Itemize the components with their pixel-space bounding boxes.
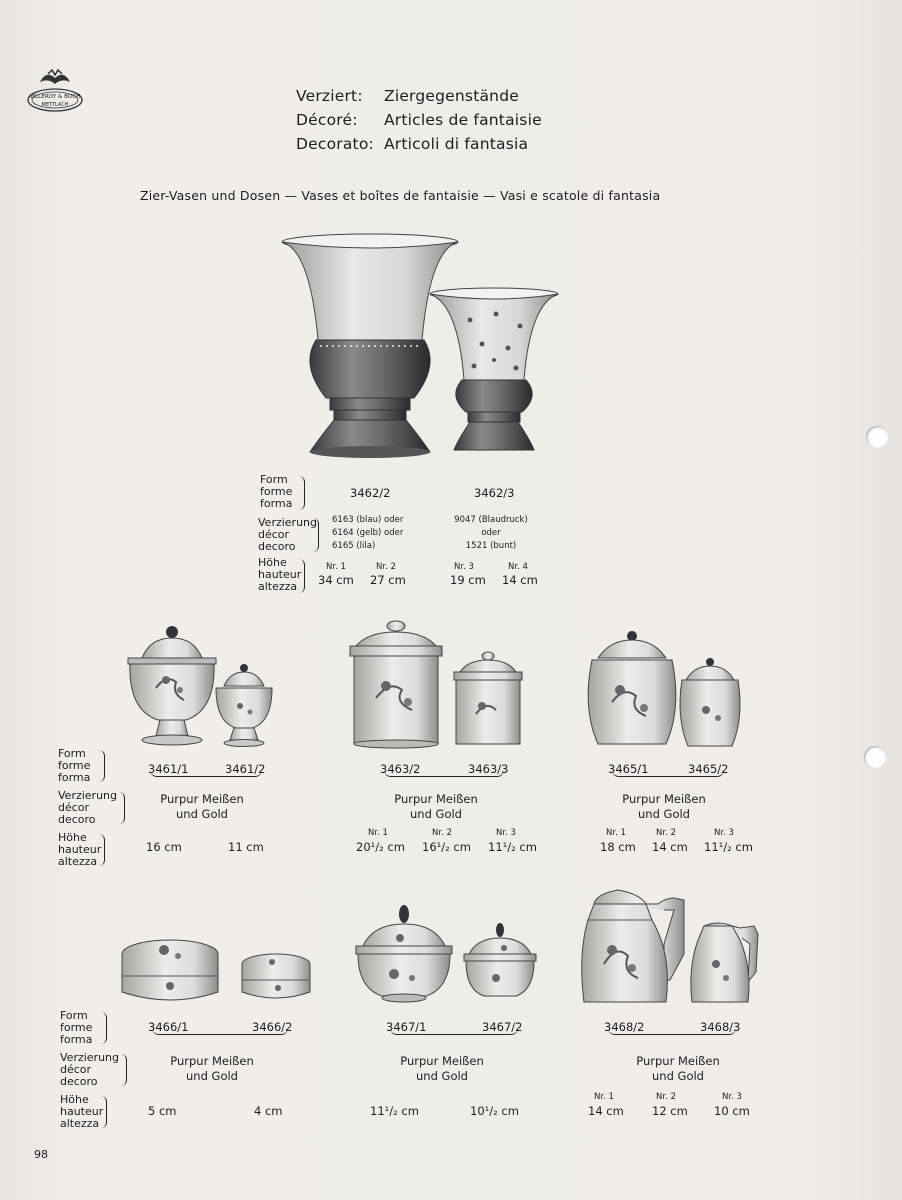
height-nr: Nr. 2 [432, 828, 452, 838]
group-underline [608, 1028, 736, 1035]
group-underline [390, 1028, 518, 1035]
page-number: 98 [34, 1148, 48, 1161]
form-number: 3463/2 [380, 762, 421, 776]
height-label: Höhe hauteur altezza [60, 1093, 104, 1130]
header-key: Décoré: [296, 111, 358, 129]
height-value: 11 cm [228, 840, 264, 854]
group-underline [384, 770, 504, 777]
form-number: 3467/2 [482, 1020, 523, 1034]
label-brace [118, 792, 125, 824]
height-nr: Nr. 2 [656, 828, 676, 838]
vase-illustrations [270, 230, 570, 470]
form-number: 3465/2 [688, 762, 729, 776]
height-value: 27 cm [370, 573, 406, 587]
height-nr: Nr. 1 [594, 1092, 614, 1102]
page-header [296, 84, 542, 156]
header-key: Decorato: [296, 135, 374, 153]
group-underline [612, 770, 724, 777]
decor-options-left: 6163 (blau) oder 6164 (gelb) oder 6165 (lila) [332, 515, 404, 551]
height-nr: Nr. 3 [722, 1092, 742, 1102]
form-number: 3462/2 [350, 486, 391, 500]
height-value: 16 cm [146, 840, 182, 854]
height-value: 18 cm [600, 840, 636, 854]
height-value: 11¹/₂ cm [488, 840, 537, 854]
label-brace [98, 750, 105, 782]
height-value: 5 cm [148, 1104, 177, 1118]
form-label: Form forme forma [260, 473, 293, 510]
height-value: 12 cm [652, 1104, 688, 1118]
decor-text: Purpur Meißen und Gold [400, 1054, 484, 1083]
decor-text: Purpur Meißen und Gold [170, 1054, 254, 1083]
punch-hole [866, 426, 888, 448]
height-nr: Nr. 1 [606, 828, 626, 838]
group-underline [152, 1028, 288, 1035]
height-nr: Nr. 3 [454, 562, 474, 572]
header-value: Articles de fantaisie [384, 111, 542, 129]
form-number: 3465/1 [608, 762, 649, 776]
form-number: 3466/1 [148, 1020, 189, 1034]
form-number: 3467/1 [386, 1020, 427, 1034]
height-nr: Nr. 2 [376, 562, 396, 572]
decor-text: Purpur Meißen und Gold [394, 792, 478, 821]
form-number: 3461/1 [148, 762, 189, 776]
height-value: 14 cm [588, 1104, 624, 1118]
brand-logo [26, 68, 84, 120]
row3-illustrations [118, 884, 768, 1008]
form-number: 3462/3 [474, 486, 515, 500]
label-brace [298, 559, 305, 593]
decor-text: Purpur Meißen und Gold [622, 792, 706, 821]
header-row-it [296, 132, 542, 156]
height-nr: Nr. 2 [656, 1092, 676, 1102]
punch-hole [864, 746, 886, 768]
height-nr: Nr. 3 [496, 828, 516, 838]
height-value: 20¹/₂ cm [356, 840, 405, 854]
header-row-fr [296, 108, 542, 132]
decor-options-right: 9047 (Blaudruck) oder 1521 (bunt) [454, 515, 528, 551]
height-value: 16¹/₂ cm [422, 840, 471, 854]
label-brace [312, 518, 319, 552]
label-brace [100, 1012, 107, 1044]
height-nr: Nr. 1 [368, 828, 388, 838]
form-label: Form forme forma [60, 1009, 93, 1046]
label-brace [120, 1054, 127, 1086]
group-underline [150, 770, 262, 777]
label-brace [98, 834, 105, 866]
header-value: Articoli di fantasia [384, 135, 529, 153]
height-nr: Nr. 1 [326, 562, 346, 572]
height-value: 14 cm [652, 840, 688, 854]
height-value: 11¹/₂ cm [704, 840, 753, 854]
height-nr: Nr. 3 [714, 828, 734, 838]
decor-text: Purpur Meißen und Gold [636, 1054, 720, 1083]
label-brace [100, 1096, 107, 1128]
header-key: Verziert: [296, 87, 363, 105]
row2-illustrations [120, 618, 760, 753]
section-subtitle: Zier-Vasen und Dosen — Vases et boîtes de fantaisie — Vasi e scatole di fantasia [140, 188, 661, 203]
height-value: 4 cm [254, 1104, 283, 1118]
decor-text: Purpur Meißen und Gold [160, 792, 244, 821]
svg-text:METTLACH: METTLACH [41, 102, 69, 108]
form-number: 3468/3 [700, 1020, 741, 1034]
height-value: 11¹/₂ cm [370, 1104, 419, 1118]
form-number: 3468/2 [604, 1020, 645, 1034]
header-row-de [296, 84, 542, 108]
height-label: Höhe hauteur altezza [58, 831, 102, 868]
form-number: 3461/2 [225, 762, 266, 776]
form-number: 3463/3 [468, 762, 509, 776]
height-value: 34 cm [318, 573, 354, 587]
height-nr: Nr. 4 [508, 562, 528, 572]
decor-label: Verzierung décor decoro [58, 789, 118, 826]
form-number: 3466/2 [252, 1020, 293, 1034]
height-label: Höhe hauteur altezza [258, 556, 302, 593]
form-label: Form forme forma [58, 747, 91, 784]
height-value: 19 cm [450, 573, 486, 587]
height-value: 10 cm [714, 1104, 750, 1118]
header-value: Ziergegenstände [384, 87, 519, 105]
label-brace [298, 476, 305, 510]
decor-label: Verzierung décor decoro [258, 516, 318, 553]
height-value: 10¹/₂ cm [470, 1104, 519, 1118]
decor-label: Verzierung décor decoro [60, 1051, 120, 1088]
height-value: 14 cm [502, 573, 538, 587]
svg-text:VILLEROY & BOCH: VILLEROY & BOCH [29, 94, 81, 100]
